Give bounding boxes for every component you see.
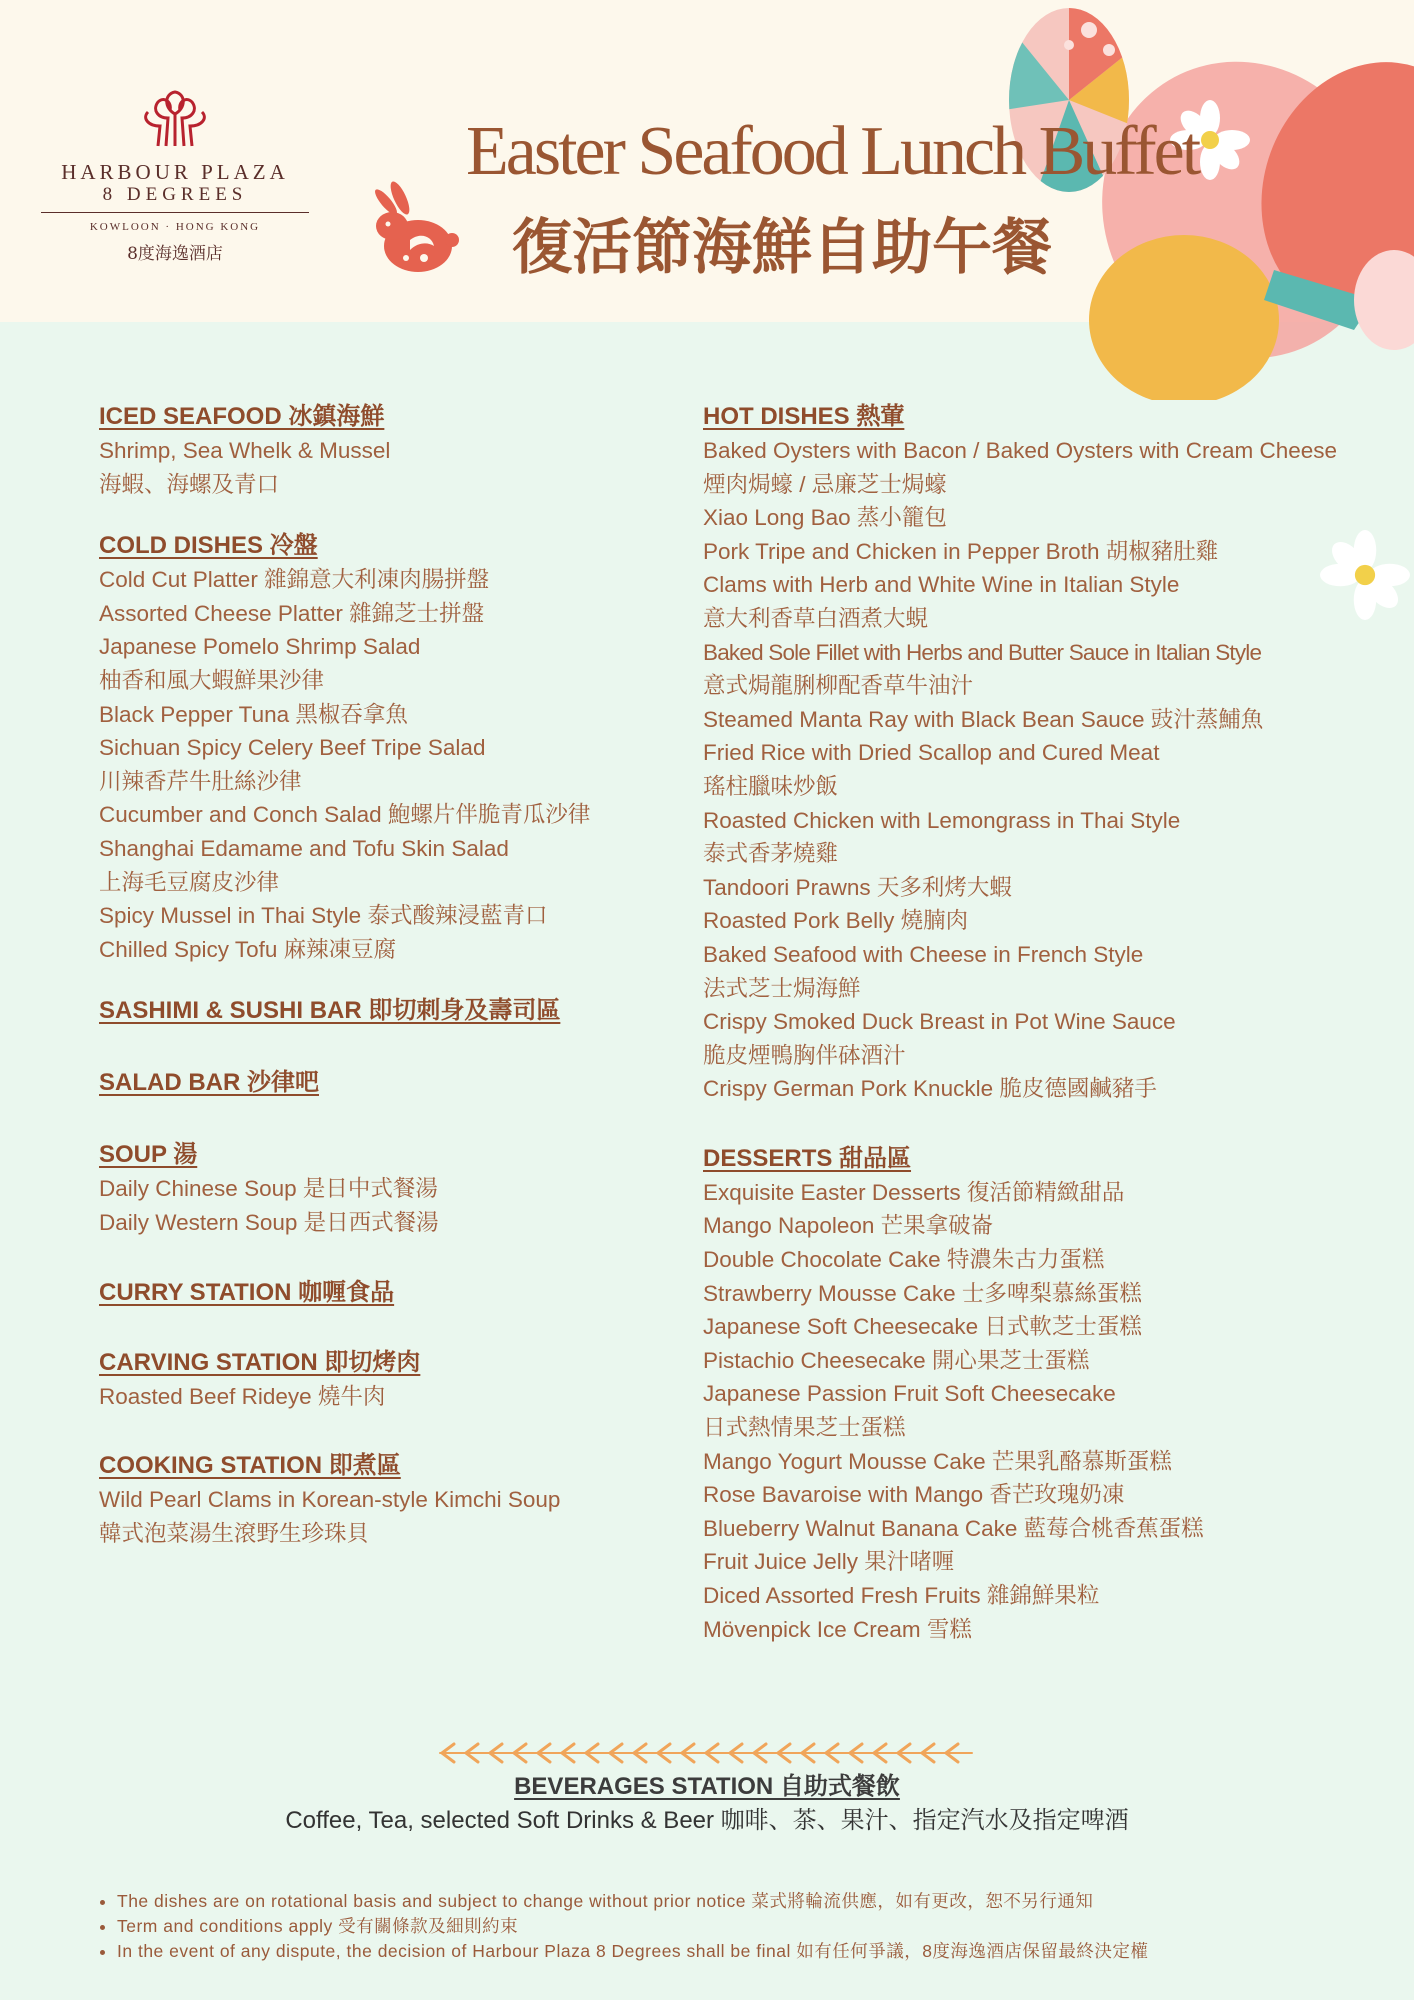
logo-divider [41,212,309,213]
menu-item: Assorted Cheese Platter 雜錦芝士拼盤 [99,600,485,626]
logo-location: KOWLOON · HONG KONG [89,221,261,233]
menu-item: Shrimp, Sea Whelk & Mussel [99,438,391,463]
menu-item: Double Chocolate Cake 特濃朱古力蛋糕 [703,1247,1105,1273]
beverages-description: Coffee, Tea, selected Soft Drinks & Beer 咖啡、茶、果汁、指定汽水及指定啤酒 [285,1807,1129,1834]
menu-item: Cucumber and Conch Salad 鮑螺片伴脆青瓜沙律 [99,802,591,828]
menu-item: Tandoori Prawns 天多利烤大蝦 [703,874,1012,900]
menu-item: Daily Chinese Soup 是日中式餐湯 [99,1176,438,1202]
logo-brand-line2: 8 DEGREES [102,184,248,205]
menu-item: 脆皮煙鴨胸伴砵酒汁 [703,1042,906,1068]
menu-left-column [99,400,659,1578]
menu-item: Baked Oysters with Bacon / Baked Oysters with Cream Cheese [703,438,1338,463]
menu-item: Roasted Beef Rideye 燒牛肉 [99,1383,386,1409]
section-desserts [703,1142,1403,1646]
section-soup [99,1138,659,1239]
hotel-logo [40,88,310,264]
menu-item: Mango Napoleon 芒果拿破崙 [703,1213,994,1239]
menu-item: Cold Cut Platter 雜錦意大利凍肉腸拼盤 [99,567,490,593]
section-title: HOT DISHES 熱葷 [703,403,905,430]
section-title: SASHIMI & SUSHI BAR 即切刺身及壽司區 [99,997,561,1025]
menu-item: Roasted Pork Belly 燒腩肉 [703,908,969,934]
harbour-plaza-emblem-icon [140,88,210,150]
logo-brand-line1: HARBOUR PLAZA [61,160,289,184]
section-salad-bar [99,1066,659,1100]
section-title: DESSERTS 甜品區 [703,1144,912,1172]
section-cooking-station [99,1449,659,1550]
menu-item: Mövenpick Ice Cream 雪糕 [703,1616,972,1642]
menu-item: Diced Assorted Fresh Fruits 雜錦鮮果粒 [703,1583,1100,1608]
menu-item: Strawberry Mousse Cake 士多啤梨慕絲蛋糕 [703,1280,1142,1306]
menu-item: Fried Rice with Dried Scallop and Cured Meat [703,740,1160,766]
menu-item: Pork Tripe and Chicken in Pepper Broth 胡椒豬肚雞 [703,538,1219,564]
menu-item: 意大利香草白酒煮大蜆 [703,605,929,631]
menu-item: 韓式泡菜湯生滾野生珍珠貝 [99,1520,370,1546]
menu-item: Roasted Chicken with Lemongrass in Thai Style [703,807,1181,833]
menu-item: 海蝦、海螺及青口 [99,471,280,497]
menu-item: Rose Bavaroise with Mango 香芒玫瑰奶凍 [703,1482,1125,1508]
menu-item: 瑤柱臘味炒飯 [703,773,839,799]
menu-item: Baked Sole Fillet with Herbs and Butter Sauce in Italian Style [703,639,1262,665]
menu-item: Xiao Long Bao 蒸小籠包 [703,505,947,531]
menu-item: Daily Western Soup 是日西式餐湯 [99,1209,439,1235]
menu-item: Crispy German Pork Knuckle 脆皮德國鹹豬手 [703,1076,1157,1102]
menu-item: 川辣香芹牛肚絲沙律 [99,768,302,794]
menu-item: Pistachio Cheesecake 開心果芝士蛋糕 [703,1347,1090,1373]
menu-item: Chilled Spicy Tofu 麻辣凍豆腐 [99,936,397,962]
rabbit-papercut-icon [370,180,462,276]
menu-item: Blueberry Walnut Banana Cake 藍莓合桃香蕉蛋糕 [703,1515,1204,1541]
menu-item: Sichuan Spicy Celery Beef Tripe Salad [99,735,486,761]
menu-item: 意式焗龍脷柳配香草牛油汁 [703,673,974,699]
menu-item: Japanese Pomelo Shrimp Salad [99,634,421,660]
menu-item: 日式熱情果芝士蛋糕 [703,1415,906,1441]
menu-item: Black Pepper Tuna 黑椒吞拿魚 [99,701,408,727]
beverages-title: BEVERAGES STATION 自助式餐飲 [514,1773,900,1800]
menu-item: Japanese Soft Cheesecake 日式軟芝士蛋糕 [703,1314,1142,1340]
note-item: • The dishes are on rotational basis and subject to change without prior notice 菜式將輪流供應，如有更改，恕不另行通知 [117,1889,1148,1914]
section-cold-dishes [99,529,659,966]
menu-item: Clams with Herb and White Wine in Italian Style [703,572,1180,598]
note-item: • Term and conditions apply 受有關條款及細則約束 [117,1914,1148,1939]
section-title: CURRY STATION 咖喱食品 [99,1278,395,1306]
section-hot-dishes [703,400,1403,1106]
beverages-station [0,1770,1414,1838]
section-title: CARVING STATION 即切烤肉 [99,1348,421,1376]
menu-item: Wild Pearl Clams in Korean-style Kimchi Soup [99,1487,561,1513]
menu-right-column [703,400,1403,1674]
page-title-english: Easter Seafood Lunch Buffet [466,113,1199,190]
menu-item: Japanese Passion Fruit Soft Cheesecake [703,1381,1116,1407]
menu-item: 法式芝士焗海鮮 [703,975,861,1001]
menu-item: Mango Yogurt Mousse Cake 芒果乳酪慕斯蛋糕 [703,1448,1172,1474]
section-title: SALAD BAR 沙律吧 [99,1069,319,1097]
menu-item: Shanghai Edamame and Tofu Skin Salad [99,835,509,861]
menu-item: 泰式香茅燒雞 [703,841,839,867]
section-title: COOKING STATION 即煮區 [99,1452,401,1480]
section-iced-seafood [99,400,659,501]
section-title: COLD DISHES 冷盤 [99,532,318,560]
menu-item: Fruit Juice Jelly 果汁啫喱 [703,1549,955,1575]
menu-item: Spicy Mussel in Thai Style 泰式酸辣浸藍青口 [99,903,548,929]
menu-item: 柚香和風大蝦鮮果沙律 [99,667,325,693]
chevron-divider [432,1738,982,1768]
section-title: ICED SEAFOOD 冰鎮海鮮 [99,403,385,430]
menu-item: Steamed Manta Ray with Black Bean Sauce 豉汁蒸鯆魚 [703,706,1264,732]
menu-item: Crispy Smoked Duck Breast in Pot Wine Sauce [703,1009,1176,1035]
terms-notes [95,1889,1148,1964]
page-title-chinese: 復活節海鮮自助午餐 [512,213,1052,283]
menu-item: 上海毛豆腐皮沙律 [99,869,280,895]
section-carving-station [99,1346,659,1414]
note-item: • In the event of any dispute, the decision of Harbour Plaza 8 Degrees shall be final 如有任何爭議，8度海逸酒店保留最終決定權 [117,1939,1148,1964]
menu-item: Exquisite Easter Desserts 復活節精緻甜品 [703,1179,1125,1205]
section-title: SOUP 湯 [99,1141,198,1169]
section-curry-station [99,1276,659,1310]
section-sashimi-sushi-bar [99,994,659,1028]
logo-chinese-name: 8度海逸酒店 [127,244,223,264]
menu-item: Baked Seafood with Cheese in French Style [703,941,1144,967]
menu-item: 煙肉焗蠔 / 忌廉芝士焗蠔 [703,471,947,497]
